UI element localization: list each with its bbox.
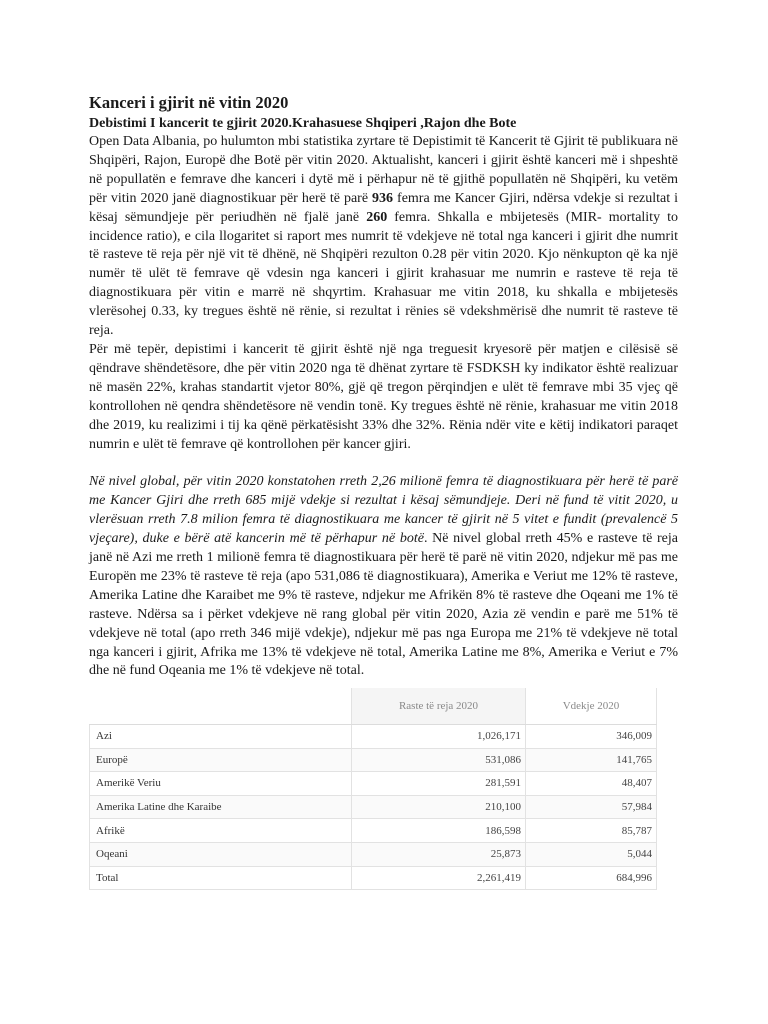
document-body [89,92,678,681]
deaths-cell: 346,009 [526,725,657,749]
new-cases-albania-number: 936 [372,190,394,206]
new-cases-cell: 531,086 [352,748,526,772]
document-title: Kanceri i gjirit në vitin 2020 [89,93,289,112]
deaths-cell: 48,407 [526,772,657,796]
new-cases-cell: 186,598 [352,819,526,843]
table-row [90,842,657,866]
table-header-row [90,688,657,725]
region-cell: Europë [90,748,352,772]
table-row [90,748,657,772]
breast-cancer-stats-table [89,688,657,890]
deaths-albania-number: 260 [366,209,388,225]
new-cases-cell: 210,100 [352,795,526,819]
table-header-blank [90,688,352,725]
table-row [90,772,657,796]
deaths-cell: 85,787 [526,819,657,843]
region-cell: Amerika Latine dhe Karaibe [90,795,352,819]
paragraph-albania-part-b: femra me Kancer Gjiri, ndërsa vdekje si rezultat i kësaj sëmundjeje për periudhën në fjalë janë [89,190,679,225]
table-row [90,819,657,843]
document-subtitle: Debistimi I kancerit te gjirit 2020.Krahasuese Shqiperi ,Rajon dhe Bote [89,116,517,131]
new-cases-cell: 281,591 [352,772,526,796]
paragraph-spacer [89,454,678,473]
paragraph-albania-part-c: femra. Shkalla e mbijetesës (MIR- mortality to incidence ratio), e cila llogaritet si raport mes numrit të vdekjeve në total nga kanceri i gjirit dhe numrit të rasteve të reja për një vit të dhënë, në Shqipëri rezulton 0.28 për vitin 2020. Kjo nënkupton që ka një numër të ulët të femrave që vdesin nga kanceri i gjirit krahasuar me numrin e rasteve të reja të diagnostikuara për vitin e marrë në shqyrtim. Krahasuar me vitin 2018, ku shkalla e mbijetesës vlerësohej 0.33, ky tregues është në rënie, si rezultat i rënies së vdekshmërisë dhe numrit të rasteve të reja. [89,209,679,339]
region-cell: Oqeani [90,842,352,866]
paragraph-global [89,473,678,681]
paragraph-global-rest: . Në nivel global rreth 45% e rasteve të reja janë në Azi me rreth 1 milionë femra të diagnostikuara për herë të parë në vitin 2020, ndjekur më pas me Europën me 23% të rasteve të reja (apo 531,086 të diagnostikuara), Amerika e Veriut me 12% të rasteve, Amerika Latine dhe Karaibet me 9% të rasteve, ndjekur me Afrikën 8% të rasteve dhe Oqeani me 1% të rasteve. Ndërsa sa i përket vdekjeve në rang global për vitin 2020, Azia zë vendin e parë me 51% të vdekjeve në total (apo rreth 346 mijë vdekje), ndjekur më pas nga Europa me 21% të vdekjeve në total nga kanceri i gjirit, Afrika me 13% të vdekjeve në total, Amerika Latine me 8%, Amerika e Veriut e 7% dhe në fund Oqeania me 1% të vdekjeve në total. [89,531,679,679]
region-cell: Afrikë [90,819,352,843]
table-header-deaths: Vdekje 2020 [526,688,657,725]
paragraph-albania [89,133,678,341]
region-cell: Azi [90,725,352,749]
paragraph-screening: Për më tepër, depistimi i kancerit të gjirit është një nga treguesit kryesorë për matjen e cilësisë së qëndrave shëndetësore, dhe për vitin 2020 nga të dhënat zyrtare të FSDKSH ky indikator është realizuar në masën 22%, krahas standartit vjetor 80%, gjë që tregon përqindjen e ulët të femrave mbi 35 vjeç që kontrollohen në qendra shëndetësore në vendin tonë. Ky tregues është në rënie, krahasuar me vitin 2018 dhe 2019, ku realizimi i tij ka qënë përkatësisht 33% dhe 32%. Rënia ndër vite e këtij indikatori paraqet numrin e ulët të femrave që kontrollohen për kancer gjiri. [89,341,678,452]
new-cases-cell: 2,261,419 [352,866,526,890]
new-cases-cell: 25,873 [352,842,526,866]
deaths-cell: 141,765 [526,748,657,772]
table-row [90,725,657,749]
paragraph-global-italic: Në nivel global, për vitin 2020 konstatohen rreth 2,26 milionë femra të diagnostikuara për herë të parë me Kancer Gjiri dhe rreth 685 mijë vdekje si rezultat i kësaj sëmundjeje. Deri në fund të vitit 2020, u vlerësuan rreth 7.8 milion femra të diagnostikuara me kancer të gjirit në 5 vitet e fundit (prevalencë 5 vjeçare), duke e bërë atë kancerin më të përhapur në botë [89,474,678,547]
table-header-new-cases: Raste të reja 2020 [352,688,526,725]
deaths-cell: 57,984 [526,795,657,819]
region-cell: Total [90,866,352,890]
region-cell: Amerikë Veriu [90,772,352,796]
paragraph-albania-part-a: Open Data Albania, po hulumton mbi statistika zyrtare të Depistimit të Kancerit të Gjirit të publikuara në Shqipëri, Rajon, Europë dhe Botë për vitin 2020. Aktualisht, kanceri i gjirit është kanceri më i shpeshtë në popullatën e femrave dhe kanceri i dytë më i përhapur në të gjithë popullatën në Shqipëri, ku vetëm për vitin 2020 janë diagnostikuar për herë të parë [89,134,679,206]
deaths-cell: 684,996 [526,866,657,890]
table-row [90,795,657,819]
table-row-total [90,866,657,890]
deaths-cell: 5,044 [526,842,657,866]
new-cases-cell: 1,026,171 [352,725,526,749]
